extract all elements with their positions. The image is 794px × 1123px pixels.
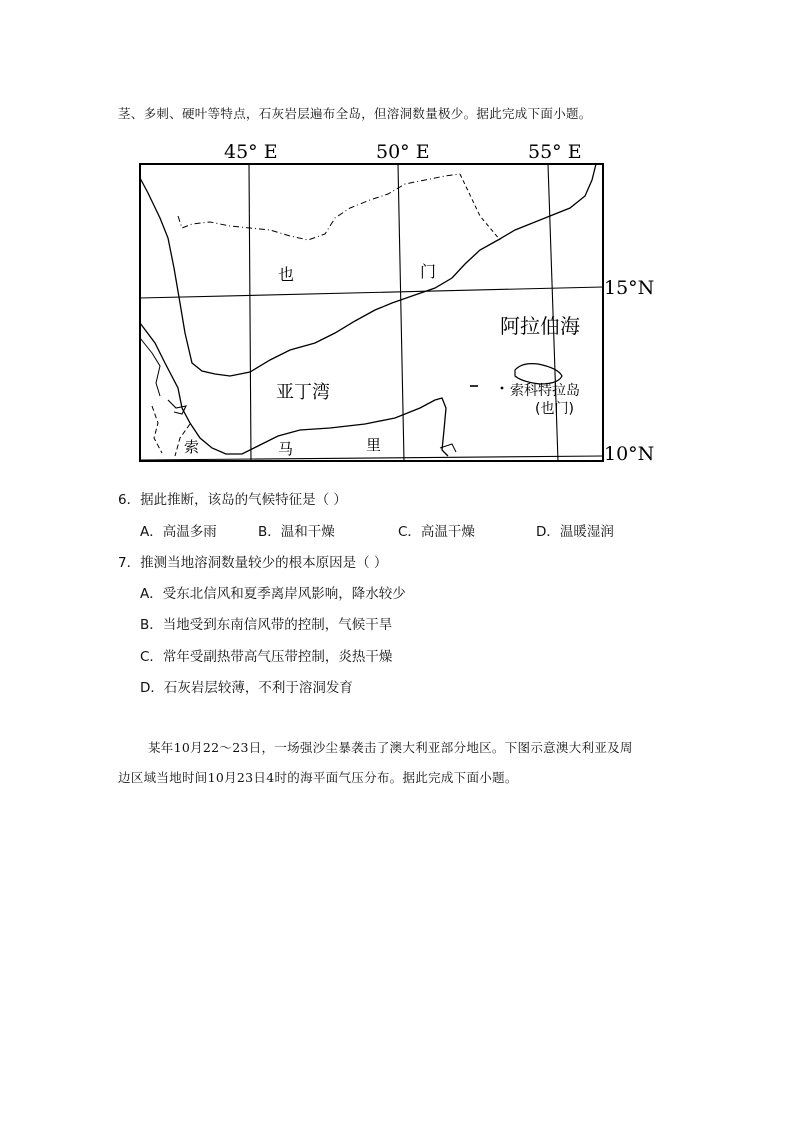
lat-label-10n: 10°N [604,443,655,465]
question-7-stem: 7．推测当地溶洞数量较少的根本原因是（ ） [118,555,388,571]
label-arabian-sea: 阿拉伯海 [500,314,580,338]
djibouti-coast [168,400,186,414]
lon-label-45: 45° E [224,141,278,163]
label-ma: 马 [278,440,294,458]
q7-option-d: D．石灰岩层较薄，不利于溶洞发育 [140,680,353,696]
lat-label-15n: 15°N [604,277,655,299]
meridian-45e [249,164,251,461]
intro-text: 茎、多刺、硬叶等特点，石灰岩层遍布全岛，但溶洞数量极少。据此完成下面小题。 [118,106,592,121]
label-ye: 也 [278,265,295,284]
yemen-socotra-map [130,138,655,468]
q7-option-c: C．常年受副热带高气压带控制，炎热干燥 [140,649,393,665]
arabian-coastline [140,164,596,376]
label-gulf-of-aden: 亚丁湾 [276,382,330,403]
label-li: 里 [366,436,382,454]
label-socotra-note: (也门) [535,401,574,417]
paragraph-line-1: 某年10月22～23日，一场强沙尘暴袭击了澳大利亚部分地区。下图示意澳大利亚及周 [148,740,633,755]
label-socotra: 索科特拉岛 [510,383,580,399]
q7-option-b: B．当地受到东南信风带的控制，气候干旱 [140,617,393,633]
question-6-stem: 6．据此推断，该岛的气候特征是（ ） [118,492,347,508]
lon-label-50: 50° E [376,141,430,163]
q6-option-b: B．温和干燥 [258,524,335,540]
q6-option-d: D．温暖湿润 [536,524,614,540]
small-island-2 [501,387,504,390]
lon-label-55: 55° E [528,141,582,163]
label-su: 索 [184,438,200,456]
q6-option-a: A．高温多雨 [140,524,217,540]
q6-option-c: C．高温干燥 [398,524,475,540]
q7-option-a: A．受东北信风和夏季离岸风影响，降水较少 [140,586,406,602]
parallel-10n [140,456,603,460]
parallel-15n [140,287,603,298]
yemen-border-dashed [178,174,460,240]
label-men: 门 [420,262,437,281]
oman-border-dashed [460,174,500,240]
paragraph-line-2: 边区域当地时间10月23日4时的海平面气压分布。据此完成下面小题。 [118,770,518,785]
